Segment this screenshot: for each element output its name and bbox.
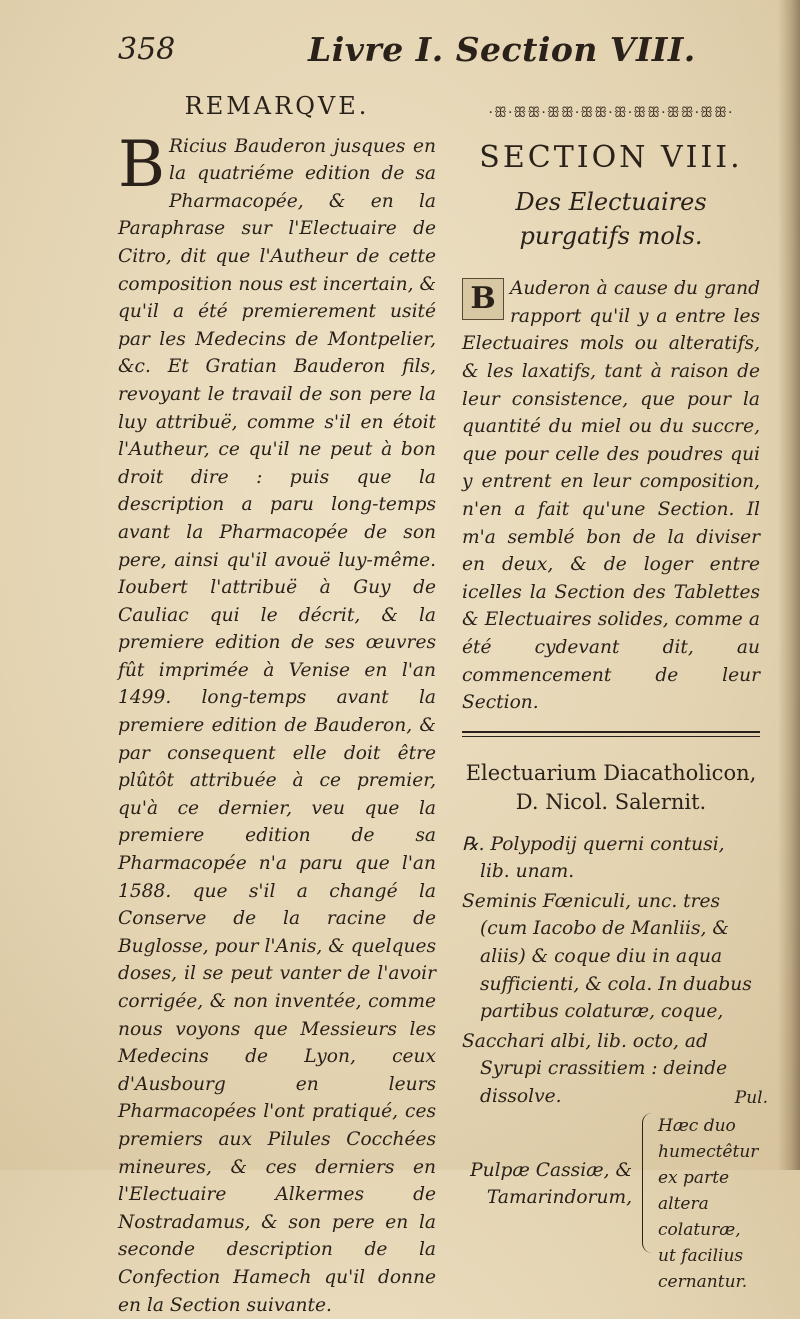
drop-cap: B	[118, 127, 166, 202]
section-text: Auderon à cause du grand rapport qu'il y a entre les Electuaires mols ou alteratifs, & les laxatifs, tant à raison de leur consistence, que pour la quantité du miel ou du succre, que pour celle des poudres qui y entrent en leur composition, n'en a fait qu'une Section. Il m'a semblé bon de la diviser en deux, & de loger entre icelles la Section des Tablettes & Electuaires solides, comme a été cydevant dit, au commencement de leur Section.	[462, 278, 760, 714]
left-column	[118, 93, 436, 1319]
section-subtitle: Des Electuaires purgatifs mols.	[515, 188, 707, 251]
brace-text: Hæc duo humectêtur ex parte altera colaturæ, ut facilius cernantur.	[658, 1115, 759, 1292]
brace-label: Pulpæ Cassiæ, & Tamarindorum,	[470, 1159, 632, 1209]
ornament-band: ·ꕥ·ꕥꕥ·ꕥꕥ·ꕥꕥ·ꕥ·ꕥꕥ·ꕥꕥ·ꕥꕥ·	[488, 105, 734, 121]
ornamental-initial: B	[462, 278, 504, 320]
remarque-text: Ricius Bauderon jusques en la quatriéme edition de sa Pharmacopée, & en la Paraphrase sur l'Electuaire de Citro, dit que l'Autheur de cette composition nous est incertain, & qu'il a été premierement usité par les Medecins de Montpelier, &c. Et Gratian Bauderon fils, revoyant le travail de son pere la luy attribuë, comme s'il en étoit l'Autheur, ce qu'il ne peut à bon droit dire : puis que la description a paru long-temps avant la Pharmacopée de son pere, ainsi qu'il avouë luy-même. Ioubert l'attribuë à Guy de Cauliac qui le décrit, & la premiere edition de ses œuvres fût imprimée à Venise en l'an 1499. long-temps avant la premiere edition de Bauderon, & par consequent elle doit être plûtôt attribuée à ce premier, qu'à ce dernier, veu que la premiere edition de sa Pharmacopée n'a paru que l'an 1588. que s'il a changé la Conserve de la racine de Buglosse, pour l'Anis, & quelques doses, il se peut vanter de l'avoir corrigée, & non inventée, comme nous voyons que Messieurs les Medecins de Lyon, ceux d'Ausbourg en leurs Pharmacopées l'ont pratiqué, ces premiers aux Pilules Cocchées mineures, & ces derniers en l'Electuaire Alkermes de Nostradamus, & son pere en la seconde description de la Confection Hamech qu'il donne en la Section suivante.	[118, 135, 436, 1316]
double-rule-top	[462, 731, 760, 733]
section-title: SECTION VIII.	[479, 139, 743, 175]
curly-brace	[642, 1113, 657, 1253]
section-paragraph	[462, 275, 760, 717]
ingredient-line: Sacchari albi, lib. octo, ad Syrupi crassitiem : deinde dissolve.	[462, 1030, 728, 1108]
catchword: Pul.	[734, 1088, 768, 1108]
page-number: 358	[118, 32, 176, 67]
ingredient-line: Seminis Fœniculi, unc. tres (cum Iacobo de Manliis, & aliis) & coque diu in aqua sufficienti, & cola. In duabus partibus colaturæ, coque,	[462, 890, 752, 1023]
page-header	[118, 30, 758, 74]
recipe-title: Electuarium Diacatholicon, D. Nicol. Salernit.	[465, 760, 757, 814]
brace-block	[462, 1113, 760, 1292]
ingredient-line: ℞. Polypodij querni contusi, lib. unam.	[462, 833, 725, 883]
remarque-paragraph	[118, 127, 436, 1319]
running-head: Livre I. Section VIII.	[308, 30, 696, 69]
page-gutter-shadow	[778, 0, 800, 1170]
right-column	[462, 100, 760, 1292]
double-rule-bottom	[462, 736, 760, 737]
remarque-heading: REMARQVE.	[184, 92, 370, 120]
